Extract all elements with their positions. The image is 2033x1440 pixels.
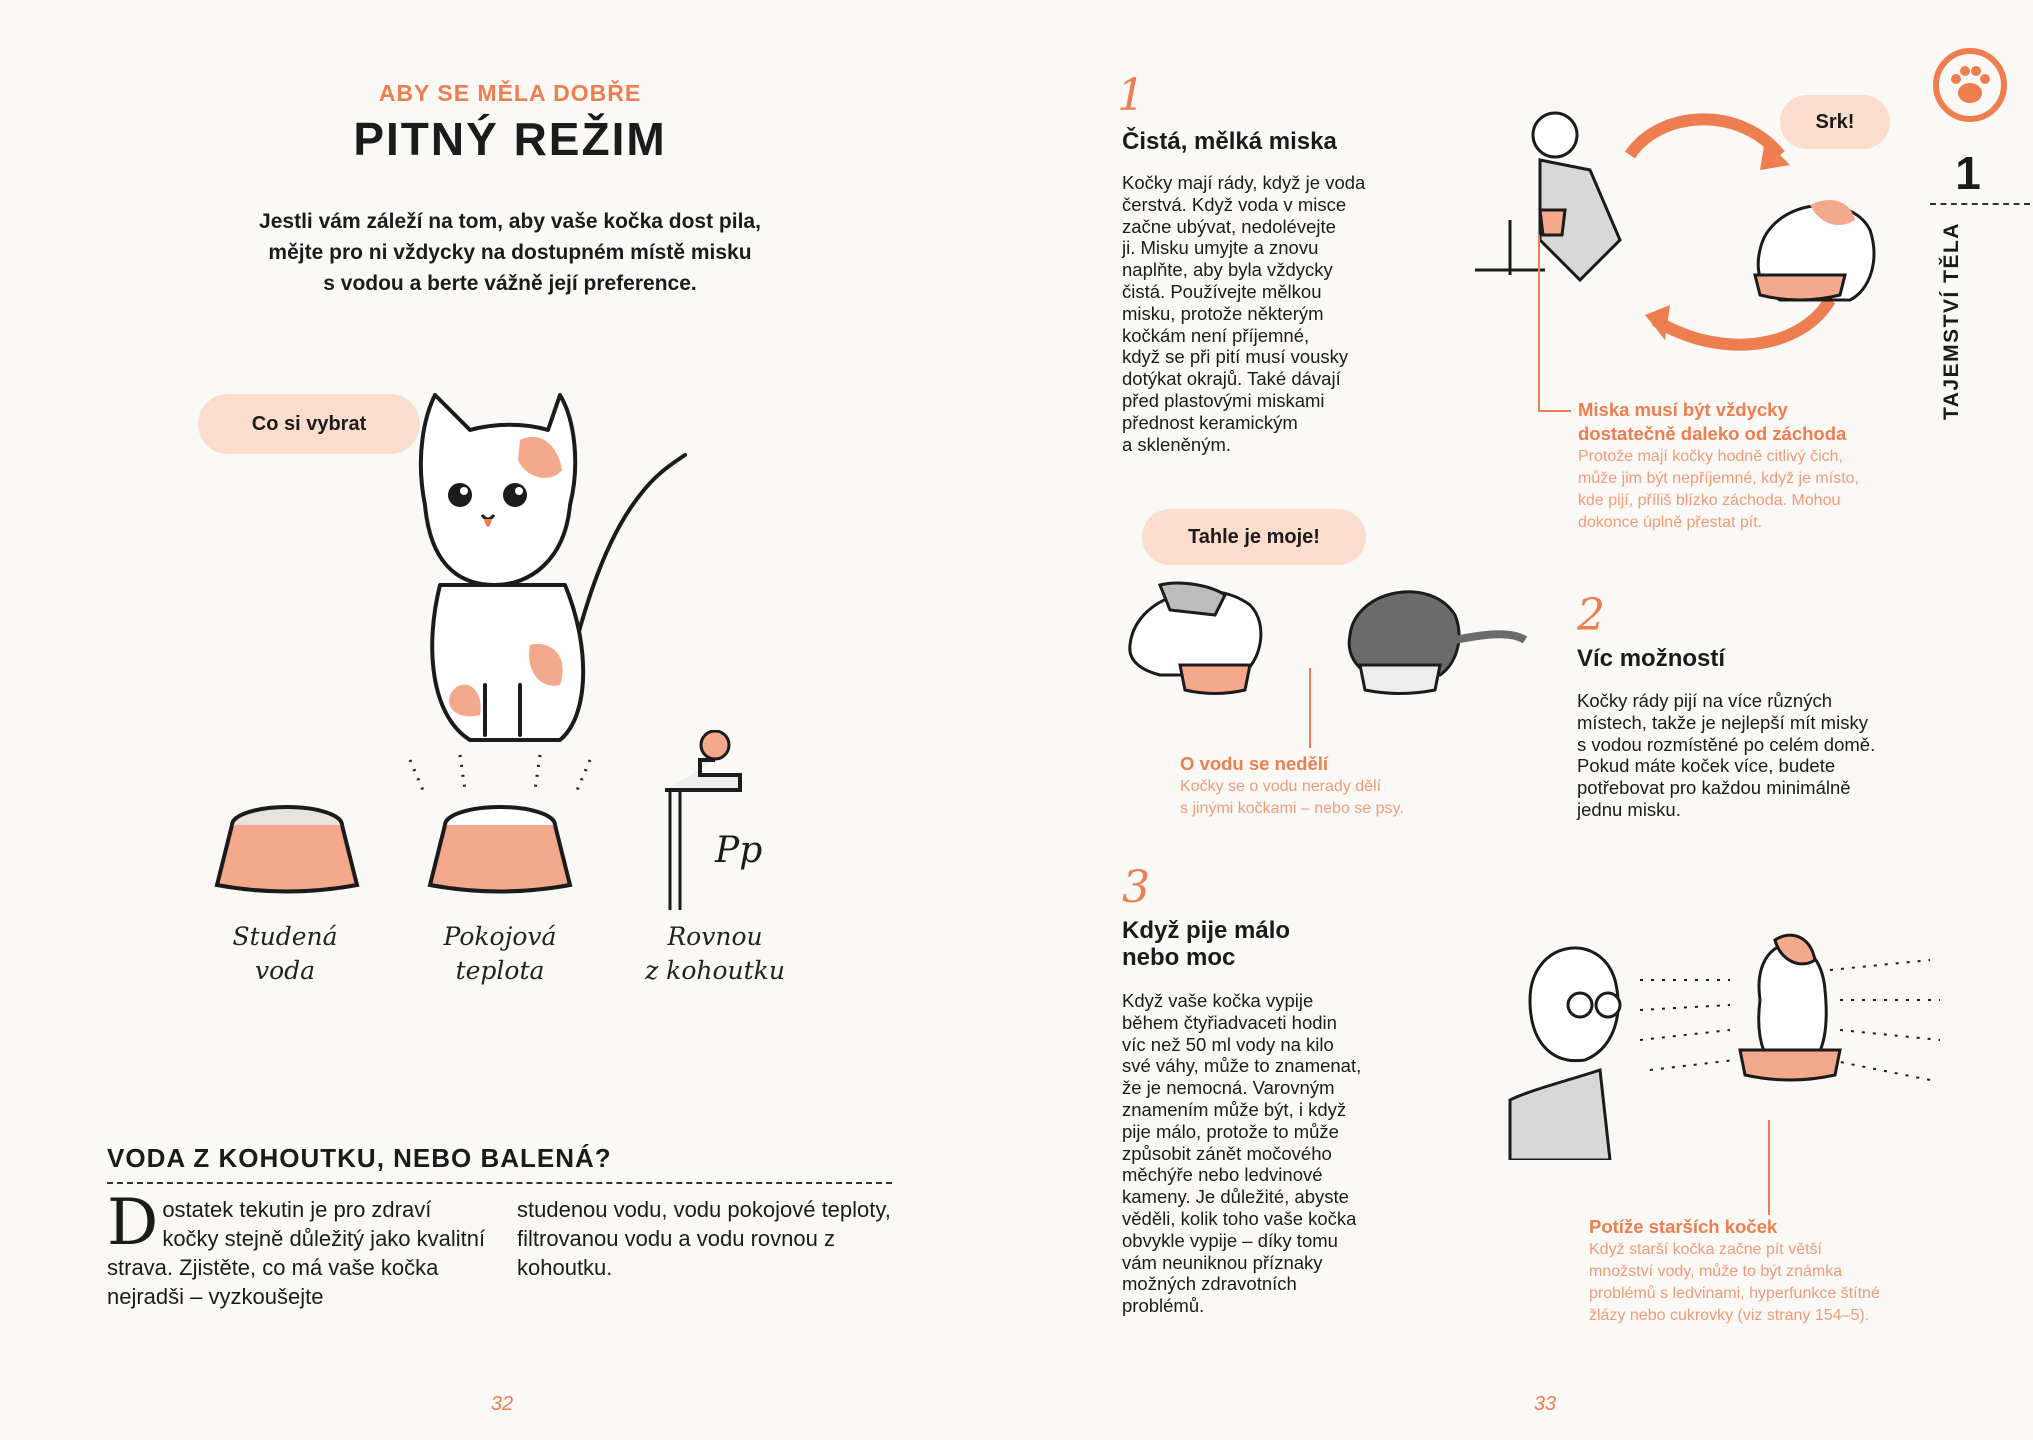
body-column-1 (107, 1186, 487, 1311)
body-line: ji. Misku umyjte a znovu (1122, 237, 1319, 259)
tap-icon (660, 730, 780, 910)
body-line: věděli, kolik toho vaše kočka (1122, 1207, 1357, 1229)
body-line: Když vaše kočka vypije (1122, 990, 1314, 1011)
body-line: dotýkat okrajů. Také dávají (1122, 368, 1341, 390)
choice-line: voda (254, 956, 316, 985)
item-title-line: Když pije málo (1122, 917, 1291, 944)
note-line: Protože mají kočky hodně citlivý čich, (1578, 448, 1843, 465)
sitting-cat-illustration (400, 385, 700, 755)
body-line: kočkám není příjemné, (1122, 324, 1310, 346)
item-title-line: nebo moc (1122, 944, 1236, 971)
intro-line: Jestli vám záleží na tom, aby vaše kočka dost pila, (259, 210, 761, 233)
body-line: a skleněným. (1122, 433, 1231, 455)
choice-line: z kohoutku (645, 956, 785, 985)
body-line: vám neuniknou příznaky (1122, 1251, 1323, 1273)
body-line: pije málo, protože to může (1122, 1120, 1339, 1142)
choice-line: Studená (232, 922, 338, 951)
speech-bubble-srk (1780, 95, 1890, 149)
body-line: naplňte, aby byla vždycky (1122, 259, 1333, 281)
choice-room-temperature (415, 920, 585, 988)
speech-bubble-text: Co si vybrat (251, 413, 367, 435)
body-line: kameny. Je důležité, abyste (1122, 1186, 1349, 1208)
item-number: 3 (1122, 862, 1150, 913)
body-line: s vodou rozmístěné po celém domě. (1577, 733, 1876, 755)
note-line: dokonce úplně přestat pít. (1578, 514, 1763, 531)
body-line: čistá. Používejte mělkou (1122, 280, 1322, 302)
room-temperature-bowl-icon (400, 750, 600, 900)
speech-bubble-tahle-je-moje (1142, 509, 1366, 565)
item-title: Čistá, mělká miska (1122, 128, 1337, 155)
choice-line: Pokojová (443, 922, 557, 951)
body-line: možných zdravotních (1122, 1273, 1297, 1295)
cold-water-bowl-icon (212, 800, 362, 900)
body-line: potřebovat pro každou minimálně (1577, 777, 1851, 799)
man-watching-cat-illustration (1490, 920, 1950, 1160)
speech-bubble-text: Srk! (1815, 111, 1855, 133)
chapter-divider (1930, 203, 2030, 205)
item-title (1122, 917, 1290, 971)
body-column-2: studenou vodu, vodu pokojové teploty, filtrovanou vodu a vodu rovnou z kohoutku. (517, 1197, 891, 1280)
note-line: může jim být nepříjemné, když je místo, (1578, 470, 1859, 487)
body-line: Kočky rády pijí na více různých (1577, 690, 1832, 711)
chapter-number: 1 (1955, 147, 1981, 199)
paw-icon (1930, 45, 2010, 125)
body-line: obvykle vypije – díky tomu (1122, 1229, 1338, 1251)
note-line: Když starší kočka začne pít větší (1589, 1241, 1822, 1258)
item-body (1577, 690, 1957, 821)
two-cats-illustration (1100, 565, 1540, 695)
body-line: během čtyřiadvaceti hodin (1122, 1011, 1337, 1033)
section-eyebrow: ABY SE MĚLA DOBŘE (378, 80, 642, 106)
page-number-left: 32 (490, 1393, 514, 1415)
item-number: 1 (1117, 70, 1145, 121)
body-line: Pokud máte koček více, budete (1577, 755, 1836, 777)
body-line: přednost keramickým (1122, 411, 1298, 433)
body-line: své váhy, může to znamenat, (1122, 1055, 1362, 1077)
choice-cold-water (200, 920, 370, 988)
item-number: 2 (1577, 590, 1605, 641)
note-title-line: Miska musí být vždycky (1578, 399, 1788, 420)
callout-line-short (1768, 1120, 1770, 1215)
body-line: před plastovými miskami (1122, 389, 1325, 411)
body-line: Kočky mají rády, když je voda (1122, 172, 1366, 193)
choice-from-tap (630, 920, 800, 988)
body-line: měchýře nebo ledvinové (1122, 1164, 1323, 1186)
note-line: žlázy nebo cukrovky (viz strany 154–5). (1589, 1307, 1870, 1324)
item-body (1122, 172, 1422, 455)
note-line: Kočky se o vodu nerady dělí (1180, 778, 1382, 795)
page-title: PITNÝ REŽIM (353, 113, 667, 165)
body-line: že je nemocná. Varovným (1122, 1077, 1335, 1099)
page-number-right: 33 (1533, 1393, 1557, 1415)
drop-cap: D (107, 1186, 159, 1260)
note-line: s jinými kočkami – nebo se psy. (1180, 800, 1404, 817)
note-title: O vodu se nedělí (1180, 753, 1329, 774)
intro-line: mějte pro ni vždycky na dostupném místě misku (268, 241, 752, 264)
speech-bubble-co-si-vybrat (198, 394, 420, 454)
chapter-label: TAJEMSTVÍ TĚLA (1940, 222, 1963, 420)
note-title: Potíže starších koček (1589, 1216, 1778, 1237)
tap-sound-text: Pp (715, 830, 763, 871)
intro-line: s vodou a berte vážně její preference. (323, 272, 697, 295)
note-older-cats (1589, 1215, 1959, 1327)
note-title-line: dostatečně daleko od záchoda (1578, 423, 1847, 444)
column-text: ostatek tekutin je pro zdraví kočky stejně důležitý jako kvalitní strava. Zjistěte, co má vaše kočka nejradši – vyzkoušejte (107, 1197, 486, 1309)
body-line: jednu misku. (1577, 798, 1681, 820)
body-line: znamením může být, i když (1122, 1098, 1347, 1120)
callout-line (1535, 235, 1575, 415)
note-line: množství vody, může to být známka (1589, 1263, 1843, 1280)
body-line: když se při pití musí vousky (1122, 346, 1349, 368)
item-body (1122, 990, 1422, 1317)
intro-paragraph (190, 206, 830, 299)
item-title: Víc možností (1577, 645, 1726, 672)
callout-line-short (1309, 668, 1311, 748)
note-line: kde pijí, příliš blízko záchoda. Mohou (1578, 492, 1841, 509)
speech-bubble-text: Tahle je moje! (1188, 526, 1320, 548)
note-line: problémů s ledvinami, hyperfunkce štítné (1589, 1285, 1880, 1302)
note-no-sharing (1180, 752, 1480, 820)
choice-line: teplota (455, 956, 545, 985)
note-toilet-distance (1578, 398, 1918, 534)
body-line: začne ubývat, nedolévejte (1122, 215, 1336, 237)
body-line: misku, protože některým (1122, 302, 1324, 324)
choice-line: Rovnou (667, 922, 763, 951)
body-line: problémů. (1122, 1295, 1205, 1317)
body-line: způsobit zánět močového (1122, 1142, 1332, 1164)
body-line: čerstvá. Když voda v misce (1122, 193, 1347, 215)
body-line: místech, takže je nejlepší mít misky (1577, 711, 1868, 733)
section-heading: VODA Z KOHOUTKU, NEBO BALENÁ? (107, 1143, 892, 1184)
body-line: víc než 50 ml vody na kilo (1122, 1033, 1334, 1055)
